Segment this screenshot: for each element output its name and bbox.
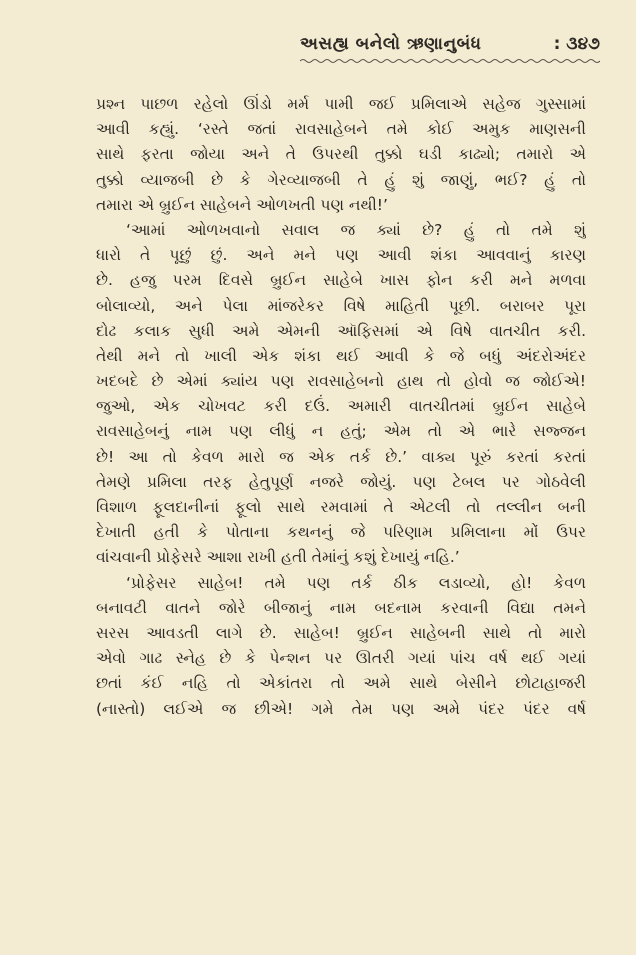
text-line: સરસ આવડતી લાગે છે. સાહેબ! બ્રુઈન સાહેબની સાથે તો મારો xyxy=(96,623,586,642)
text-line: બનાવટી વાતને જોરે બીજાનું નામ બદનામ કરવાની વિદ્યા તમને xyxy=(96,598,586,617)
chapter-title: અસહ્ય બનેલો ઋણાનુબંધ xyxy=(300,34,482,54)
text-line: (નાસ્તો) લઈએ જ છીએ! ગમે તેમ પણ અમે પંદર પંદર વર્ષ xyxy=(96,699,586,718)
page-number: : ૩૪૭ xyxy=(553,34,600,54)
paragraph-1 xyxy=(96,92,586,218)
text-line: વિશાળ ફૂલદાનીનાં ફૂલો સાથે રમવામાં તે એટલી તો તલ્લીન બની xyxy=(96,498,586,516)
text-line: આવી કહ્યું. ‘રસ્તે જતાં રાવસાહેબને તમે કોઈ અમુક માણસની xyxy=(96,120,586,139)
text-line: તેમણે પ્રમિલા તરફ હેતુપૂર્ણ નજરે જોયું. પણ ટેબલ પર ગોઠવેલી xyxy=(96,472,586,491)
text-line: સાથે ફરતા જોયા અને તે ઉપરથી તુક્કો ઘડી કાઢ્યો; તમારો એ xyxy=(96,145,586,164)
text-line: છે! આ તો કેવળ મારો જ એક તર્ક છે.’ વાક્ય પૂરું કરતાં કરતાં xyxy=(96,447,586,466)
text-line: વાંચવાની પ્રોફેસરે આશા રાખી હતી તેમાંનું કશું દેખાયું નહિ.’ xyxy=(96,548,460,567)
text-line: તમારા એ બ્રુઈન સાહેબને ઓળખતી પણ નથી!’ xyxy=(96,195,388,214)
text-line: છતાં કંઈ નહિ તો એકાંતરા તો અમે સાથે બેસીને છોટાહાજરી xyxy=(96,674,586,693)
text-line: જુઓ, એક ચોખવટ કરી દઉં. અમારી વાતચીતમાં બ્રુઈન સાહેબે xyxy=(96,397,586,416)
text-line: એવો ગાઢ સ્નેહ છે કે પેન્શન પર ઊતરી ગયાં પાંચ વર્ષ થઈ ગયાં xyxy=(96,649,586,668)
paragraph-3 xyxy=(96,571,586,722)
text-line: દેખાતી હતી કે પોતાના કથનનું જે પરિણામ પ્રમિલાના મોં ઉપર xyxy=(96,523,586,542)
text-line: રાવસાહેબનું નામ પણ લીધું ન હતું; એમ તો એ ભારે સજ્જન xyxy=(96,422,586,441)
text-line: પ્રશ્ન પાછળ રહેલો ઊંડો મર્મ પામી જઈ પ્રમિલાએ સહેજ ગુસ્સામાં xyxy=(96,95,586,113)
text-line: તુક્કો વ્યાજબી છે કે ગેરવ્યાજબી તે હું શું જાણું, ભઈ? હું તો xyxy=(96,170,586,189)
text-line: છે. હજુ પરમ દિવસે બ્રુઈન સાહેબે ખાસ ફોન કરી મને મળવા xyxy=(96,271,586,290)
text-line: ખદબદે છે એમાં ક્યાંય પણ રાવસાહેબનો હાથ તો હોવો જ જોઈએ! xyxy=(96,372,586,391)
text-line: ‘આમાં ઓળખવાનો સવાલ જ ક્યાં છે? હું તો તમે શું xyxy=(126,220,586,239)
body-text xyxy=(96,92,586,932)
text-line: ધારો તે પૂછું છું. અને મને પણ આવી શંકા આવવાનું કારણ xyxy=(96,246,586,265)
text-line: ‘પ્રોફેસર સાહેબ! તમે પણ તર્ક ઠીક લડાવ્યો, હો! કેવળ xyxy=(126,573,586,592)
text-line: દોઢ કલાક સુધી અમે એમની ઑફિસમાં એ વિષે વાતચીત કરી. xyxy=(96,321,586,340)
header-wavy-rule xyxy=(300,58,600,64)
paragraph-2 xyxy=(96,218,586,571)
running-header xyxy=(300,34,600,68)
text-line: બોલાવ્યો, અને પેલા માંજરેકર વિષે માહિતી પૂછી. બરાબર પૂરા xyxy=(96,296,586,315)
text-line: તેથી મને તો ખાલી એક શંકા થઈ આવી કે જે બધું અંદરોઅંદર xyxy=(96,346,586,365)
